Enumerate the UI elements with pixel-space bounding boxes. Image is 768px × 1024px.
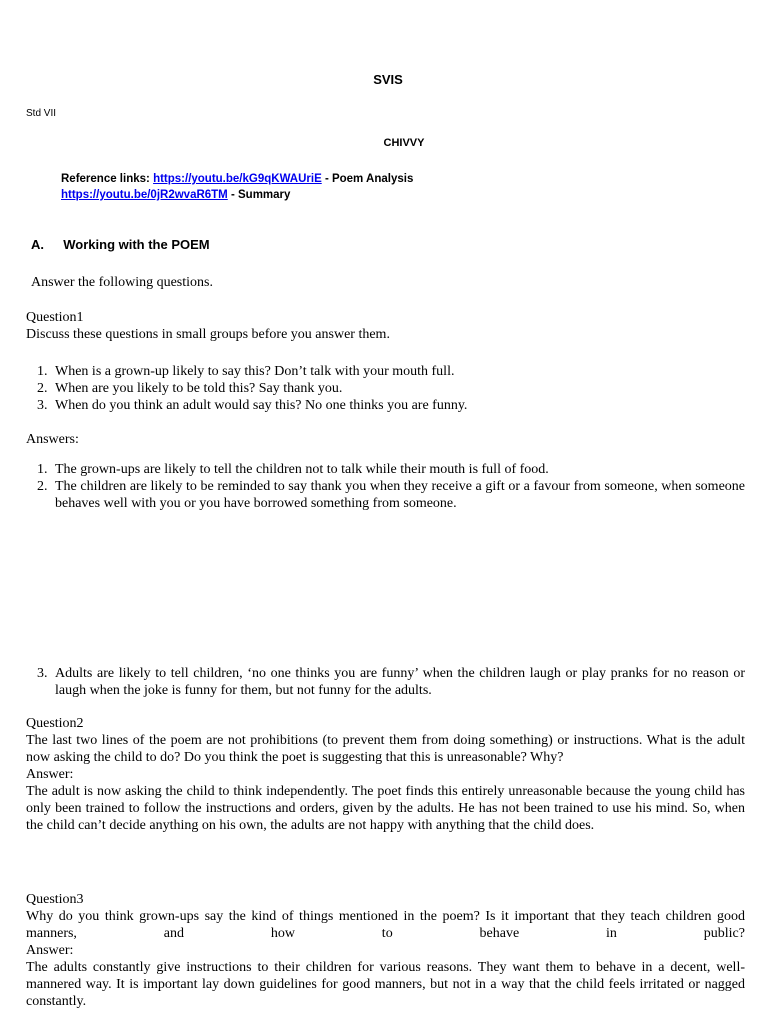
reference-line-2 [61,187,413,203]
question1-block [26,309,744,343]
reference-line-1 [61,171,413,187]
poem-analysis-link[interactable]: https://youtu.be/kG9qKWAUriE [153,173,322,185]
question2-title: Question2 [26,716,84,731]
poem-title: CHIVVY [383,137,425,149]
section-letter: A. [31,237,44,252]
question1-title: Question1 [26,310,84,325]
question2-text: The last two lines of the poem are not prohibitions (to prevent them from doing something) or instructions. What is the adult now asking the child to do? Do you think the poet is suggesting that this is unreasonable? Why? [26,733,745,765]
question3-text: Why do you think grown-ups say the kind of things mentioned in the poem? Is it important that they teach children good manners, and how to behave in public? [26,909,745,941]
reference-label: Reference links: [61,173,150,185]
question3-answer: The adults constantly give instructions to their children for various reasons. They want them to behave in a decent, well-mannered way. It is important lay down guidelines for good manners, but not in a way that the child feels irritated or nagged constantly. [26,960,745,1009]
question3-block [26,891,745,1010]
list-item: 2. The children are likely to be reminded to say thank you when they receive a gift or a favour from someone, when someone behaves well with you or you have borrowed something from someone. [37,479,745,511]
question2-answer-label: Answer: [26,767,74,782]
question2-block [26,715,745,834]
reference-links [61,171,413,203]
answers-label: Answers: [26,432,79,447]
list-item: 1. The grown-ups are likely to tell the children not to talk while their mouth is full of food. [37,462,549,477]
list-item: 1. When is a grown-up likely to say this? Don’t talk with your mouth full. [37,364,455,379]
poem-analysis-desc: - Poem Analysis [324,173,414,185]
section-title: Working with the POEM [63,237,210,252]
question2-answer: The adult is now asking the child to think independently. The poet finds this entirely unreasonable because the young child has only been trained to follow the instructions and orders, given by the adults. He has not been trained to use his mind. So, when the child can’t decide anything on his own, the adults are not happy with anything that the child does. [26,784,745,833]
question3-title: Question3 [26,892,84,907]
instruction-text: Answer the following questions. [31,275,213,290]
grade-label: Std VII [26,108,57,119]
question1-list [26,363,744,414]
answers-list-continued [26,665,745,699]
section-heading [31,237,210,252]
list-item: 3. When do you think an adult would say this? No one thinks you are funny. [37,398,468,413]
list-item: 3. Adults are likely to tell children, ‘no one thinks you are funny’ when the children laugh or play pranks for no reason or laugh when the joke is funny for them, but not funny for the adults. [37,666,745,698]
summary-desc: - Summary [230,189,291,201]
list-item: 2. When are you likely to be told this? Say thank you. [37,381,343,396]
question3-answer-label: Answer: [26,943,74,958]
summary-link[interactable]: https://youtu.be/0jR2wvaR6TM [61,189,228,201]
answers-list [26,461,745,512]
question1-prompt: Discuss these questions in small groups before you answer them. [26,327,390,342]
document-title: SVIS [373,72,403,87]
